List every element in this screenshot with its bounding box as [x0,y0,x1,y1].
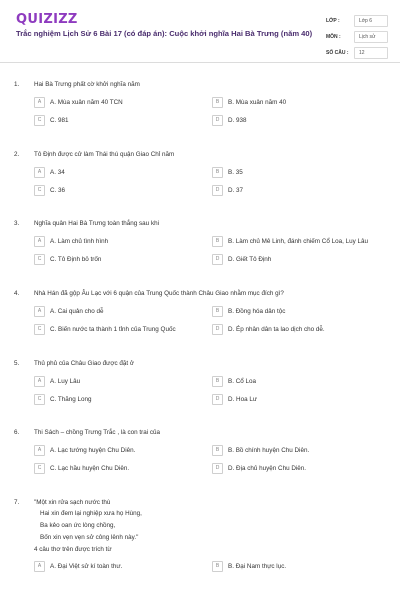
question-4 [14,287,390,335]
option-text: B. Đồng hóa dân tộc [228,307,286,315]
option-d[interactable] [212,462,384,474]
question-count-field: 12 [354,47,388,59]
option-letter: B [212,236,223,247]
option-text: A. Lạc tướng huyện Chu Diên. [50,446,136,454]
question-text: Nhà Hán đã gộp Âu Lạc với 6 quận của Trung Quốc thành Châu Giao nhằm mục đích gì? [34,289,284,297]
option-b[interactable] [212,166,384,178]
worksheet-header [0,0,400,63]
option-text: D. 37 [228,186,244,194]
subject-field: Lịch sử [354,31,388,43]
question-number: 1. [14,80,20,88]
option-letter: A [34,561,45,572]
option-c[interactable] [34,253,206,265]
option-letter: D [212,394,223,405]
option-letter: A [34,167,45,178]
question-1 [14,78,390,126]
option-letter: B [212,376,223,387]
question-number: 3. [14,219,20,227]
option-text: A. Cai quản cho dễ [50,307,104,315]
option-text: A. 34 [50,168,65,176]
option-letter: D [212,115,223,126]
page-title: Trắc nghiệm Lịch Sử 6 Bài 17 (có đáp án): Cuộc khởi nghĩa Hai Bà Trưng (năm 40) [16,29,313,38]
option-c[interactable] [34,114,206,126]
option-d[interactable] [212,393,384,405]
meta-panel [326,13,388,61]
option-text: B. Làm chủ Mê Linh, đánh chiếm Cổ Loa, Luy Lâu [228,237,369,245]
option-text: A. Mùa xuân năm 40 TCN [50,98,123,106]
option-text: D. Giết Tô Định [228,255,272,263]
question-text: Thủ phủ của Châu Giao được đặt ở [34,359,134,367]
option-text: B. Mùa xuân năm 40 [228,98,287,106]
option-text: D. 938 [228,116,247,124]
option-text: B. Bồ chính huyện Chu Diên. [228,446,310,454]
option-d[interactable] [212,323,384,335]
option-letter: A [34,97,45,108]
option-letter: C [34,394,45,405]
option-letter: C [34,324,45,335]
question-2 [14,148,390,196]
option-c[interactable] [34,462,206,474]
option-text: A. Làm chủ tình hình [50,237,109,245]
meta-label: SỐ CÂU : [326,50,349,56]
option-letter: D [212,324,223,335]
option-c[interactable] [34,323,206,335]
option-letter: B [212,97,223,108]
poem-block [34,508,390,556]
option-letter: B [212,445,223,456]
question-text: Nghĩa quân Hai Bà Trưng toàn thắng sau khi [34,219,159,227]
option-text: C. Thăng Long [50,395,92,403]
option-letter: B [212,306,223,317]
option-text: C. Biến nước ta thành 1 tỉnh của Trung Quốc [50,325,176,333]
option-a[interactable] [34,375,206,387]
question-prompt: 4 câu thơ trên được trích từ [34,546,112,553]
option-text: D. Hoa Lư [228,395,258,403]
poem-line: Hai xin đem lại nghiệp xưa họ Hùng, [40,510,142,517]
option-a[interactable] [34,444,206,456]
option-text: B. 35 [228,168,243,176]
option-b[interactable] [212,560,384,572]
question-number: 6. [14,428,20,436]
grade-field: Lớp 6 [354,15,388,27]
option-text: D. Địa chủ huyện Chu Diên. [228,464,307,472]
meta-row-grade [326,13,388,29]
option-a[interactable] [34,235,206,247]
option-c[interactable] [34,393,206,405]
option-text: B. Đại Nam thực lục. [228,562,287,570]
option-letter: D [212,254,223,265]
poem-line: Ba kẻo oan ức lòng chồng, [40,522,116,529]
question-number: 7. [14,498,20,506]
meta-row-count [326,45,388,61]
option-b[interactable] [212,444,384,456]
quizizz-logo: QUIZIZZ [16,12,78,27]
option-c[interactable] [34,184,206,196]
question-text: "Một xin rửa sạch nước thù [34,498,111,506]
option-letter: B [212,561,223,572]
option-letter: C [34,185,45,196]
option-letter: A [34,445,45,456]
question-text: Tô Định được cử làm Thái thú quận Giao Chỉ năm [34,150,175,158]
meta-label: MÔN : [326,34,341,40]
option-b[interactable] [212,235,384,247]
option-letter: B [212,167,223,178]
option-text: C. Tô Định bỏ trốn [50,255,102,263]
option-letter: A [34,376,45,387]
option-text: D. Ép nhân dân ta lao dịch cho dễ. [228,325,325,333]
option-text: A. Đại Việt sử kí toàn thư. [50,562,123,570]
meta-label: LỚP : [326,18,340,24]
option-text: C. 36 [50,186,66,194]
option-a[interactable] [34,305,206,317]
question-number: 2. [14,150,20,158]
question-text: Thi Sách – chồng Trưng Trắc , là con trai của [34,428,161,436]
question-6 [14,426,390,474]
option-d[interactable] [212,114,384,126]
meta-row-subject [326,29,388,45]
option-letter: A [34,306,45,317]
option-b[interactable] [212,305,384,317]
option-text: A. Luy Lâu [50,377,81,385]
option-letter: D [212,463,223,474]
option-b[interactable] [212,375,384,387]
question-7 [14,496,390,572]
question-number: 5. [14,359,20,367]
option-letter: C [34,115,45,126]
option-d[interactable] [212,184,384,196]
option-text: C. 981 [50,116,69,124]
option-a[interactable] [34,166,206,178]
question-3 [14,217,390,265]
option-a[interactable] [34,96,206,108]
option-letter: C [34,463,45,474]
option-letter: D [212,185,223,196]
option-a[interactable] [34,560,206,572]
option-letter: C [34,254,45,265]
question-text: Hai Bà Trưng phất cờ khởi nghĩa năm [34,80,140,88]
option-text: B. Cổ Loa [228,377,257,385]
option-text: C. Lạc hầu huyện Chu Diên. [50,464,130,472]
option-d[interactable] [212,253,384,265]
question-5 [14,357,390,405]
question-number: 4. [14,289,20,297]
option-b[interactable] [212,96,384,108]
poem-line: Bốn xin vẹn vẹn sở công lênh này." [40,534,139,541]
option-letter: A [34,236,45,247]
